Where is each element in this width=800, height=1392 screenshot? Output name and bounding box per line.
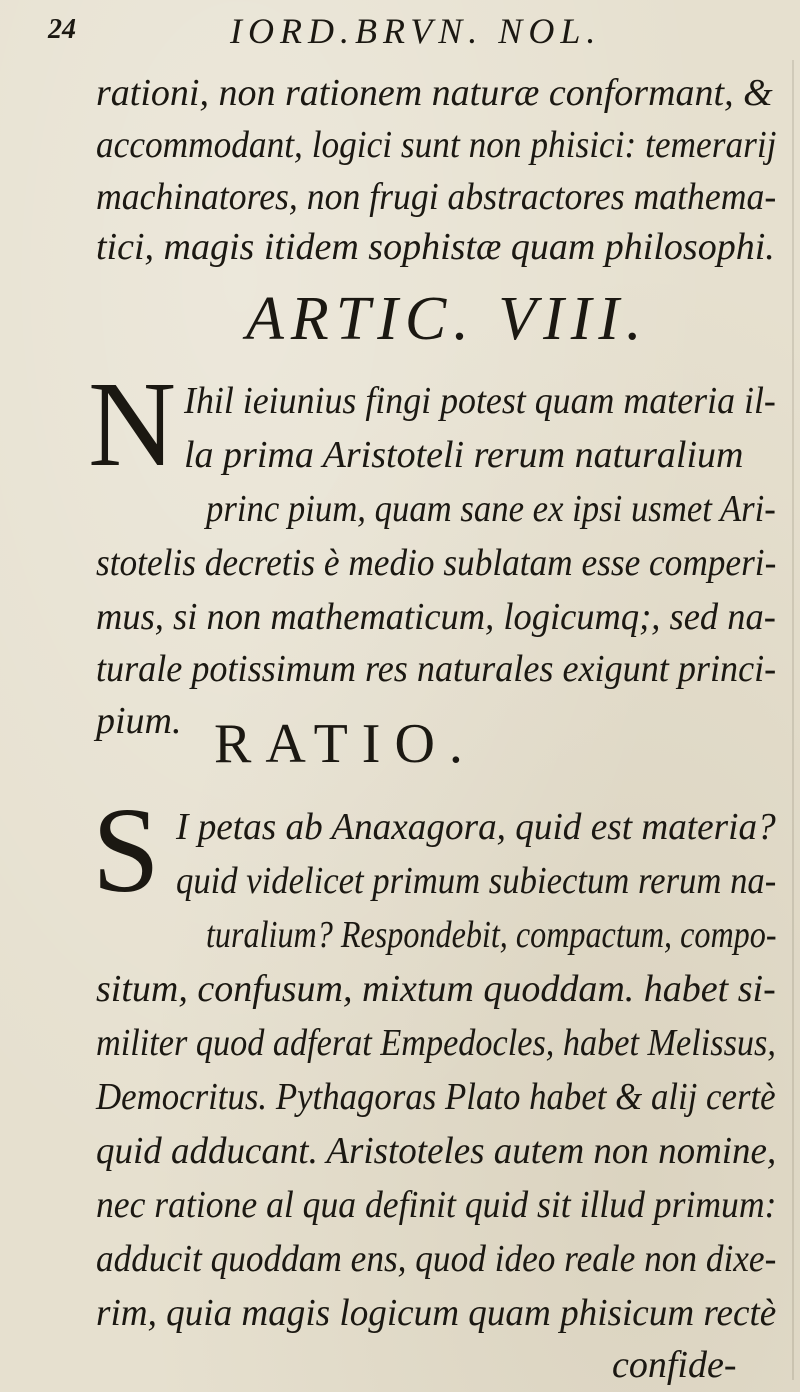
catchword: confide- xyxy=(612,1344,737,1386)
ratio-line-7: quid adducant. Aristoteles autem non nomine, xyxy=(96,1130,777,1172)
ratio-line-10: rim, quia magis logicum quam phisicum rectè xyxy=(96,1292,777,1334)
article-line-1: Ihil ieiunius fingi potest quam materia il- xyxy=(184,380,776,422)
ratio-line-4: situm, confusum, mixtum quoddam. habet si- xyxy=(96,968,776,1010)
article-line-2: la prima Aristoteli rerum naturalium xyxy=(184,434,744,476)
ratio-heading: RATIO. xyxy=(214,713,477,775)
page-edge-shadow xyxy=(792,60,794,1380)
ratio-line-2: quid videlicet primum subiectum rerum na- xyxy=(176,860,777,902)
page-number: 24 xyxy=(48,14,76,45)
intro-line-4: tici, magis itidem sophistæ quam philosophi. xyxy=(96,226,775,268)
ratio-line-1: I petas ab Anaxagora, quid est materia? xyxy=(176,806,776,848)
ratio-line-5: militer quod adferat Empedocles, habet Melissus, xyxy=(96,1022,776,1064)
article-line-5: mus, si non mathematicum, logicumq;, sed na- xyxy=(96,596,776,638)
ratio-line-8: nec ratione al qua definit quid sit illud primum: xyxy=(96,1184,777,1226)
article-drop-cap: N xyxy=(88,357,177,492)
ratio-line-6: Democritus. Pythagoras Plato habet & alij certè xyxy=(96,1076,776,1118)
article-line-4: stotelis decretis è medio sublatam esse comperi- xyxy=(96,542,777,584)
article-line-6: turale potissimum res naturales exigunt princi- xyxy=(96,648,777,690)
ratio-drop-cap: S xyxy=(92,783,160,918)
ratio-line-9: adducit quoddam ens, quod ideo reale non dixe- xyxy=(96,1238,777,1280)
ratio-line-3: turalium? Respondebit, compactum, compo- xyxy=(206,914,777,956)
article-line-3: princ pium, quam sane ex ipsi usmet Ari- xyxy=(206,488,776,530)
article-heading: ARTIC. VIII. xyxy=(246,285,649,353)
intro-line-3: machinatores, non frugi abstractores mathema- xyxy=(96,176,777,218)
running-head: IORD.BRVN. NOL. xyxy=(230,11,602,51)
intro-line-2: accommodant, logici sunt non phisici: temerarij xyxy=(96,124,777,166)
article-line-7: pium. xyxy=(96,700,182,742)
intro-line-1: rationi, non rationem naturæ conformant, & xyxy=(96,72,773,114)
